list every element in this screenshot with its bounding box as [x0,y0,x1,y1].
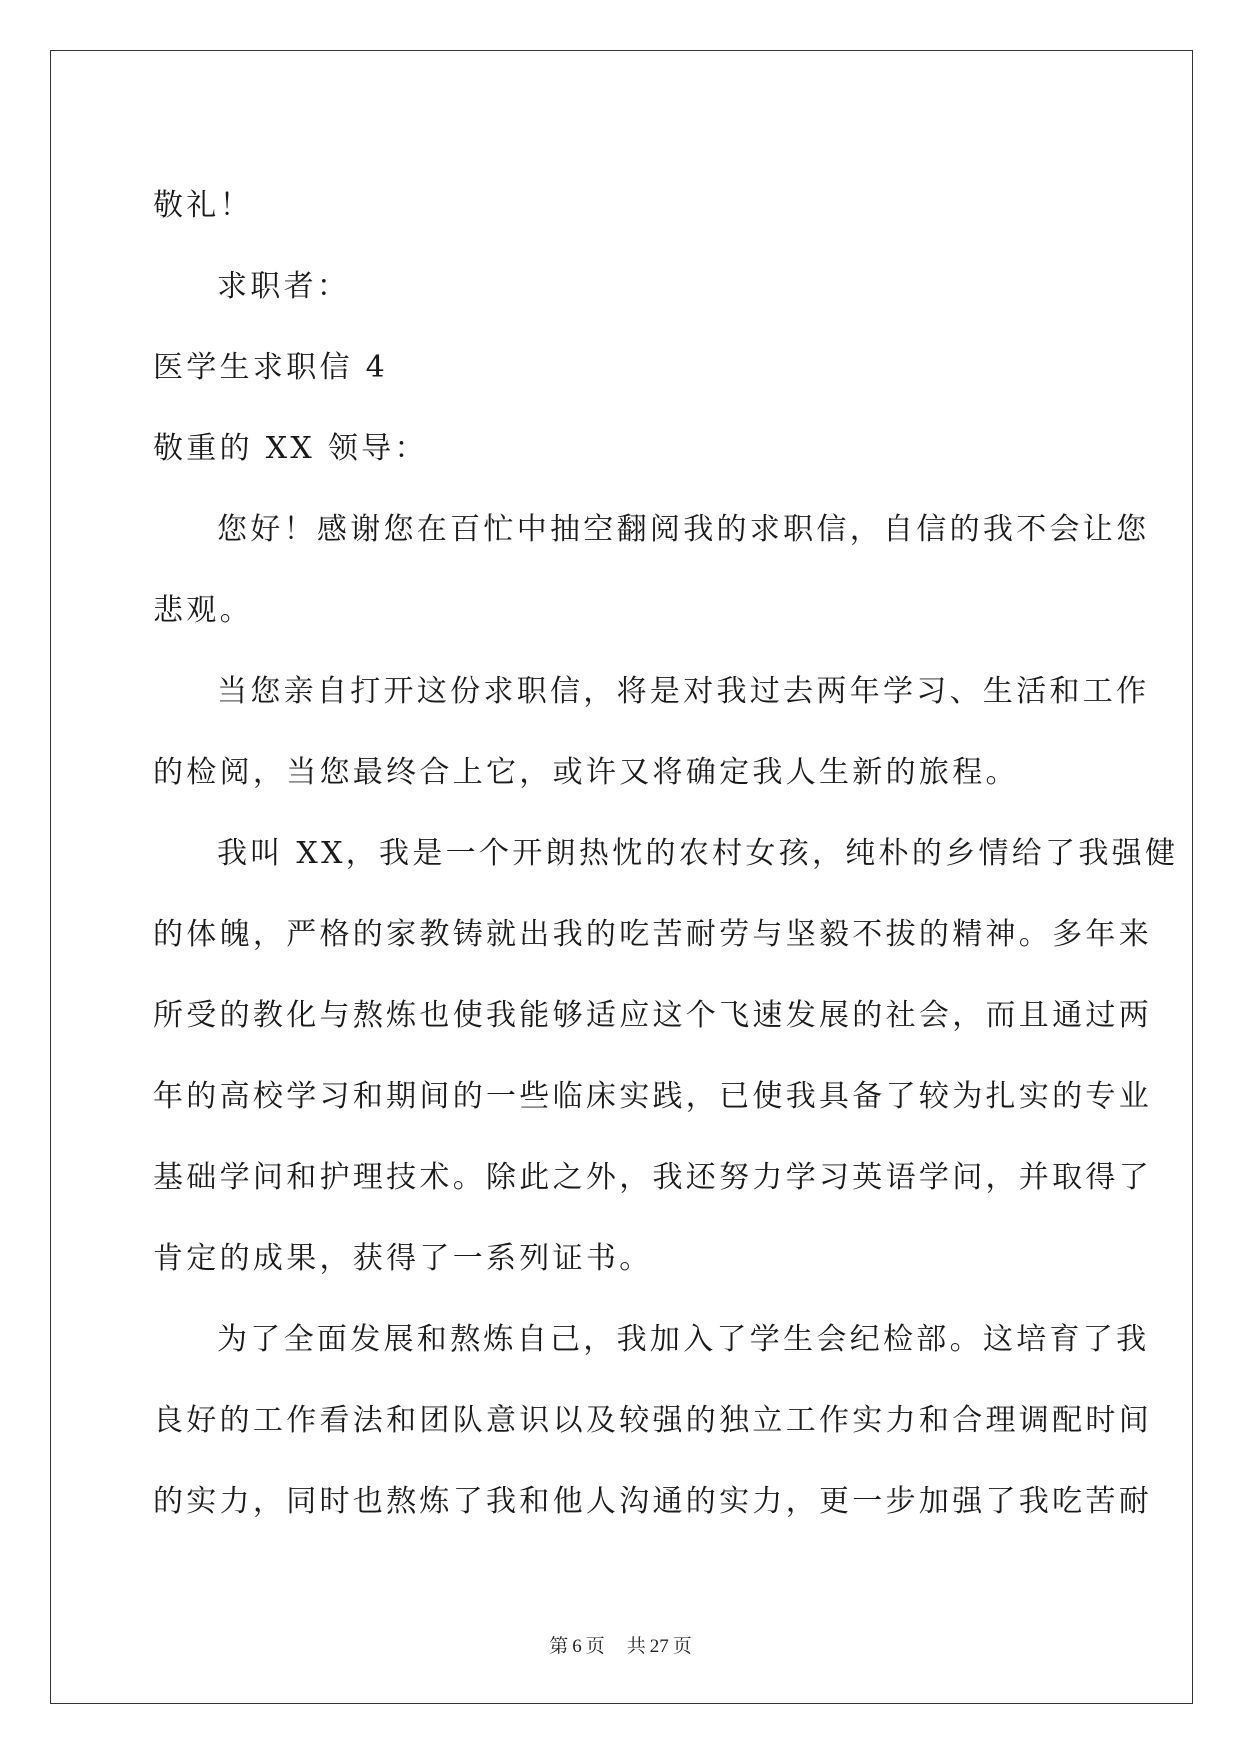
total-prefix: 共 [626,1635,646,1657]
text-line: 年的高校学习和期间的一些临床实践，已使我具备了较为扎实的专业 [153,1079,1152,1114]
text-line: 为了全面发展和熬炼自己，我加入了学生会纪检部。这培育了我 [217,1322,1150,1357]
text-line: 的检阅，当您最终合上它，或许又将确定我人生新的旅程。 [153,755,1019,790]
text-line: 的体魄，严格的家教铸就出我的吃苦耐劳与坚毅不拔的精神。多年来 [153,917,1152,952]
document-body [153,165,1179,1542]
page-prefix: 第 [549,1635,569,1657]
text-line: 敬礼！ [153,188,253,223]
text-line: 当您亲自打开这份求职信，将是对我过去两年学习、生活和工作 [217,674,1150,709]
salutation: 敬重的 XX 领导： [153,431,428,466]
text-line: 基础学问和护理技术。除此之外，我还努力学习英语学问，并取得了 [153,1160,1152,1195]
text-line: 的实力，同时也熬炼了我和他人沟通的实力，更一步加强了我吃苦耐 [153,1484,1152,1519]
text-line: 您好！感谢您在百忙中抽空翻阅我的求职信，自信的我不会让您 [217,512,1150,547]
page-suffix: 页 [585,1635,605,1657]
page-footer [0,1634,1241,1659]
text-line: 肯定的成果，获得了一系列证书。 [153,1241,653,1276]
page-number: 6 [572,1636,582,1657]
section-heading: 医学生求职信 4 [153,350,389,385]
text-line: 良好的工作看法和团队意识以及较强的独立工作实力和合理调配时间 [153,1403,1152,1438]
text-line: 所受的教化与熬炼也使我能够适应这个飞速发展的社会，而且通过两 [153,998,1152,1033]
text-line: 求职者： [217,269,351,304]
total-suffix: 页 [672,1635,692,1657]
text-line: 我叫 XX，我是一个开朗热忱的农村女孩，纯朴的乡情给了我强健 [217,836,1179,871]
total-pages: 27 [649,1636,669,1657]
text-line: 悲观。 [153,593,253,628]
